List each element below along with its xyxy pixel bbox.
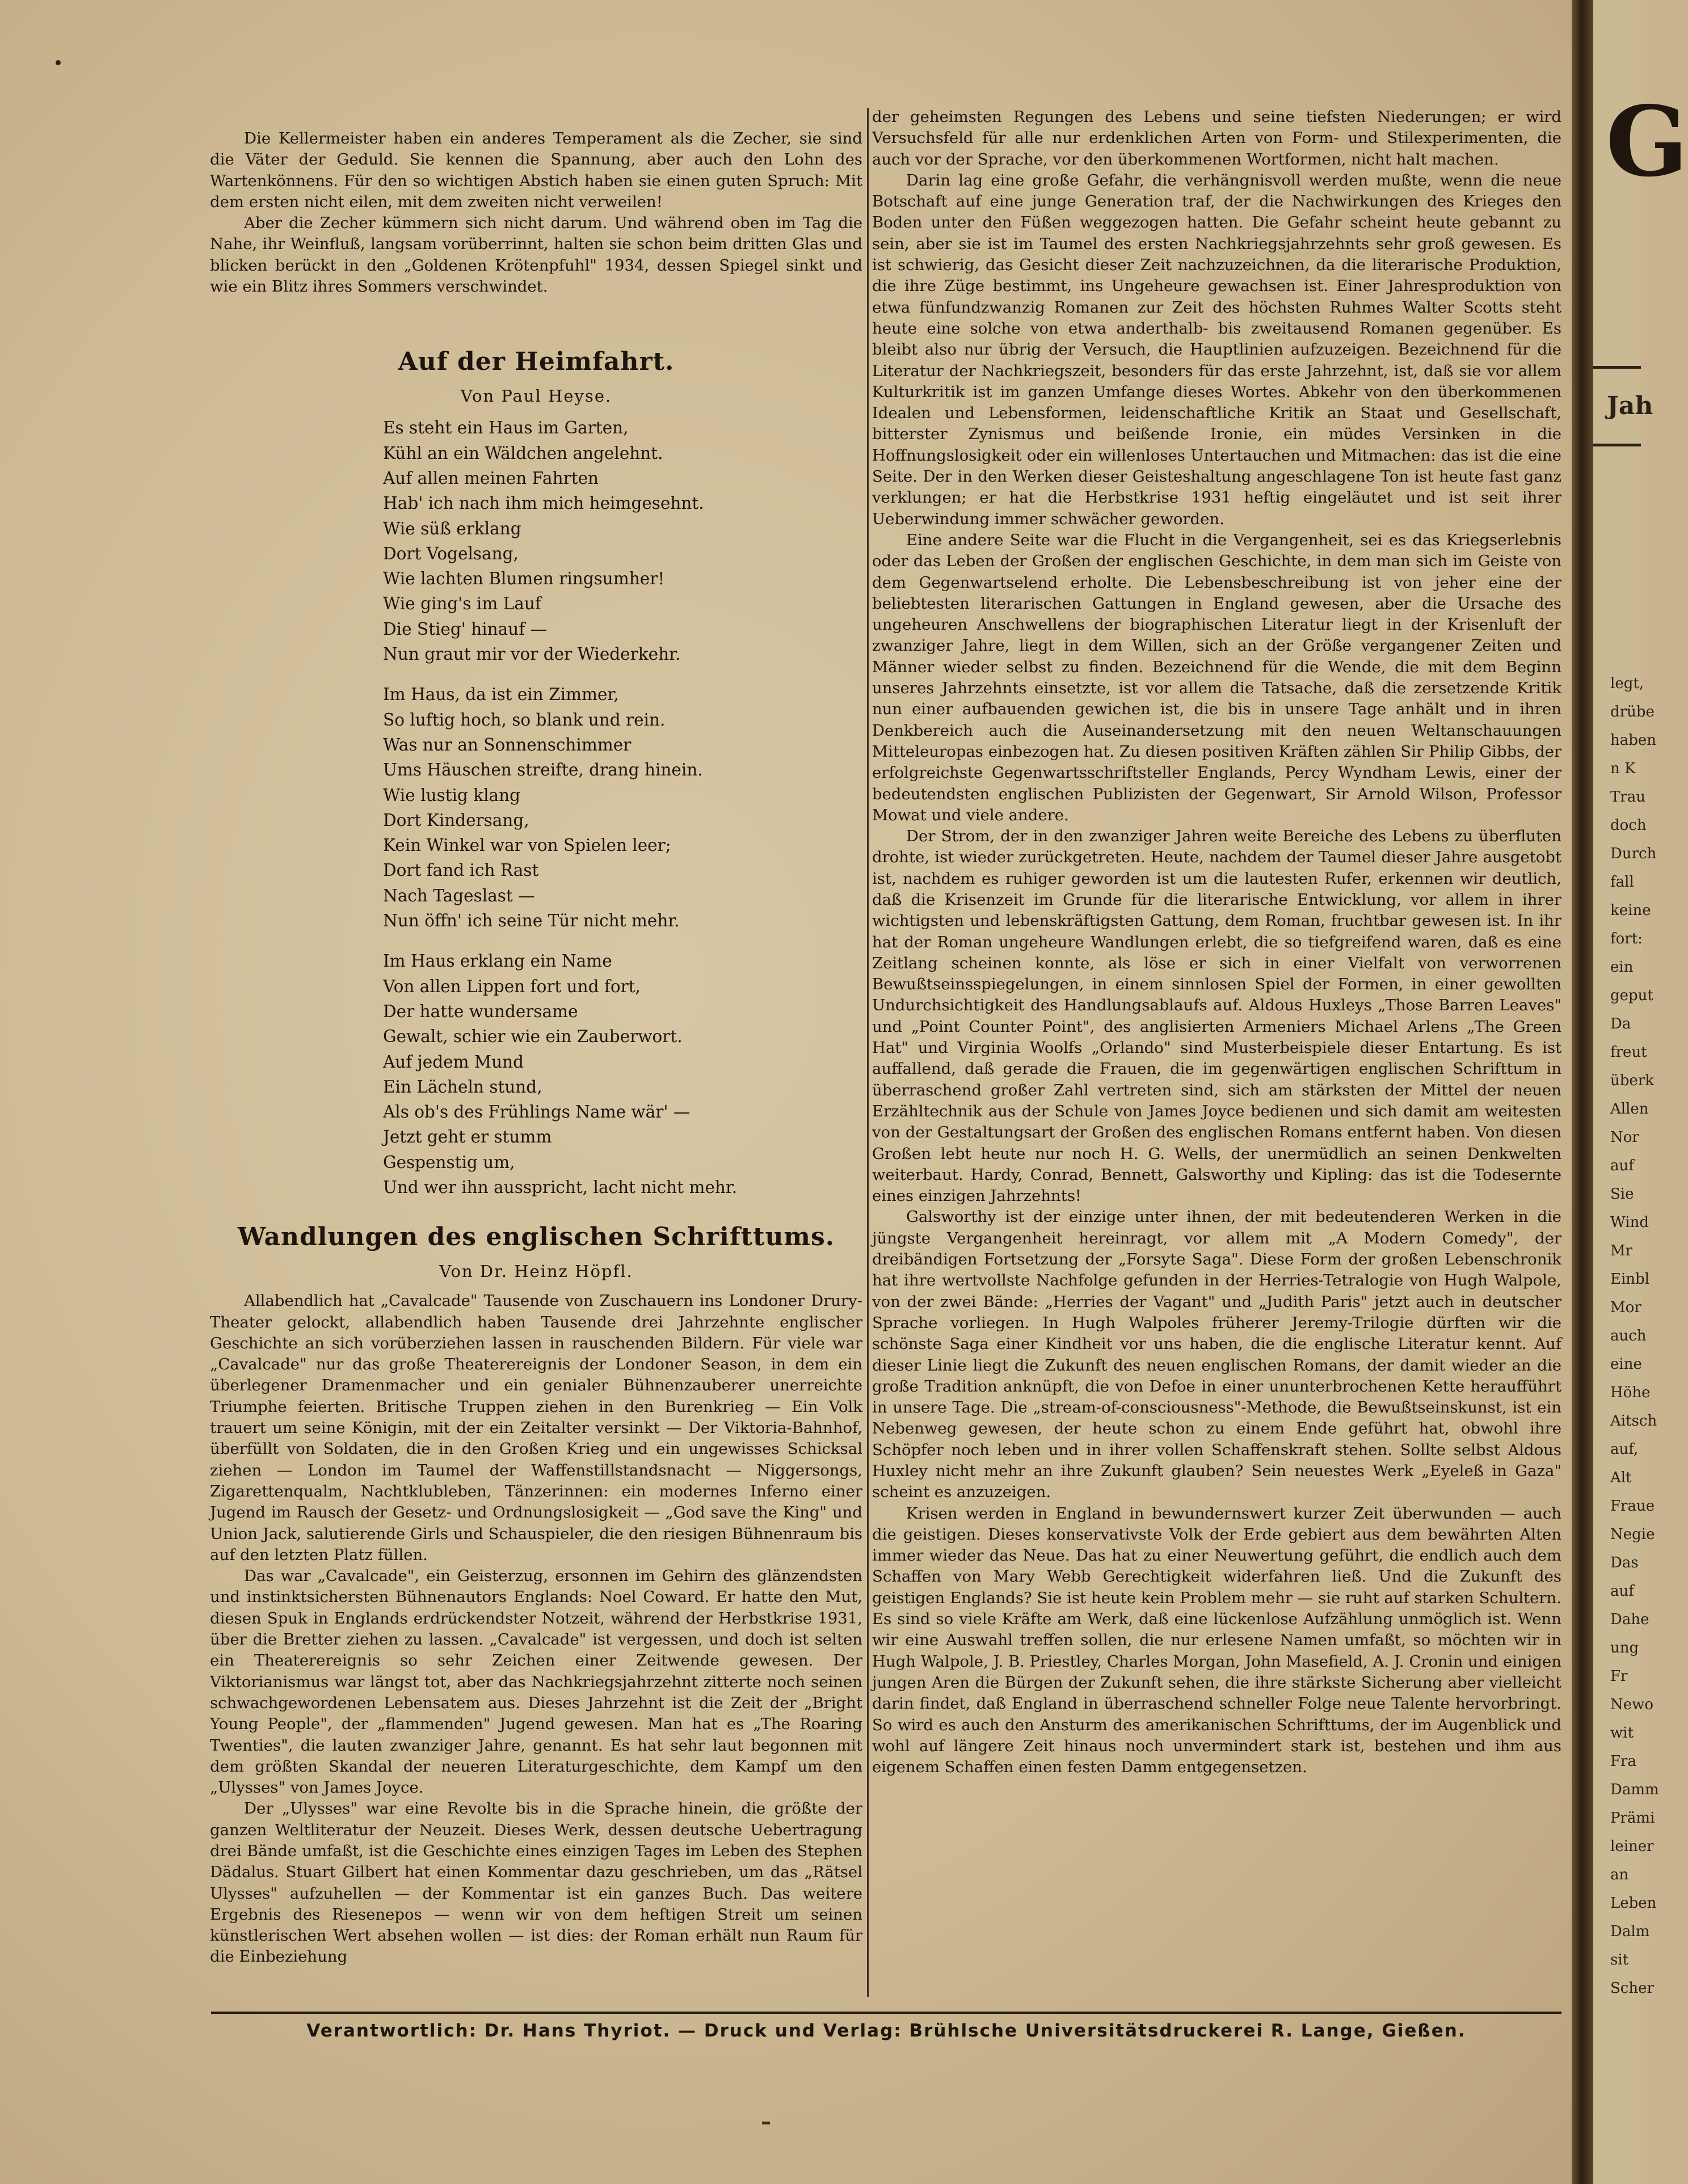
right-column [872,107,1561,1778]
poem-line: Wie lustig klang [383,785,520,805]
adjacent-text-fragment: auf [1610,1157,1634,1174]
adjacent-text-fragment: fall [1610,874,1634,891]
poem-line: Wie ging's im Lauf [383,594,541,614]
adjacent-rule [1593,444,1641,446]
poem-line: Auf allen meinen Fahrten [383,468,599,488]
adjacent-text-fragment: wit [1610,1725,1634,1742]
poem-line: Es steht ein Haus im Garten, [383,418,629,438]
adjacent-text-fragment: Trau [1610,789,1646,806]
adjacent-text-fragment: haben [1610,732,1657,749]
article-paragraph: Krisen werden in England in bewundernswert kurzer Zeit überwunden — auch die geistigen. Dieses konservativste Volk der Erde gebiert aus dem bewährten Alten immer wieder das Neue. Das hat zu einer Neuwertung geführt, die endlich auch dem Schaffen von Mary Webb Gerechtigkeit widerfahren ließ. Und die Zukunft des geistigen Englands? Sie ist heute kein Problem mehr — sie ruht auf starken Schultern. Es sind so viele Kräfte am Werk, daß eine lückenlose Aufzählung unmöglich ist. Wenn wir eine Auswahl treffen sollen, die nur erlesene Namen umfaßt, so möchten wir in Hugh Walpole, J. B. Priestley, Charles Morgan, John Masefield, A. J. Cronin und einigen jungen Aren die Bürgen der Zukunft sehen, die ihre stärkste Sicherung aber vielleicht darin findet, daß England in überraschend schneller Folge neue Talente hervorbringt. So wird es auch den Ansturm des amerikanischen Schrifttums, der im Augenblick und wohl auf längere Zeit hinaus noch unvermindert stark ist, bestehen und ihm aus eigenem Schaffen einen festen Damm entgegensetzen. [872,1504,1561,1777]
poem-line: Dort Kindersang, [383,810,529,830]
poem-title: Auf der Heimfahrt. [398,347,675,377]
adjacent-text-fragment: Leben [1610,1895,1657,1912]
poem-line: Von allen Lippen fort und fort, [383,976,641,996]
article-paragraph: Der Strom, der in den zwanziger Jahren weite Bereiche des Lebens zu überfluten drohte, ist wieder zurückgetreten. Heute, nachdem der Taumel dieser Jahre ausgetobt ist, nachdem es ruhiger geworden ist um die lautesten Rufer, erkennen wir deutlich, daß die Krisenzeit im Grunde für die literarische Entwicklung, vor allem in ihrer wichtigsten und lebenskräftigsten Gattung, dem Roman, fruchtbar gewesen ist. In ihr hat der Roman ungeheure Wandlungen erlebt, die so tiefgreifend waren, daß es eine Zeitlang scheinen konnte, als löse er sich in einer Vielfalt von verworrenen Bewußtseinsspiegelungen, in einem sinnlosen Spiel der Formen, in einer gewollten Undurchsichtigkeit des Handlungsablaufs auf. Aldous Huxleys „Those Barren Leaves" und „Point Counter Point", des anglisierten Armeniers Michael Arlens „The Green Hat" und Virginia Woolfs „Orlando" sind Musterbeispiele dieser Entartung. Es ist auffallend, daß gerade die Frauen, die im gegenwärtigen englischen Schrifttum in überraschend großer Zahl vertreten sind, sich am stärksten der Mittel der neuen Erzähltechnik aus der Schule von James Joyce bedienen und sich damit am weitesten von der Gestaltungsart der Großen des englischen Romans entfernt haben. Von diesen Großen lebt heute nur noch H. G. Wells, der unermüdlich an seinen Denkwelten weiterbaut. Hardy, Conrad, Bennett, Galsworthy und Kipling: das ist die Todesernte eines einzigen Jahrzehnts! [872,827,1561,1205]
adjacent-text-fragment: ein [1610,959,1634,976]
poem-line: Nun graut mir vor der Wiederkehr. [383,644,681,664]
poem-line: Als ob's des Frühlings Name wär' — [383,1102,691,1122]
poem-line: Auf jedem Mund [383,1052,524,1072]
poem-line: Kein Winkel war von Spielen leer; [383,836,671,855]
adjacent-text-fragment: Mr [1610,1242,1633,1259]
poem-line: Nun öffn' ich seine Tür nicht mehr. [383,911,680,931]
article-title: Wandlungen des englischen Schrifttums. [237,1222,835,1252]
adjacent-text-fragment: fort: [1610,930,1643,947]
poem-stanza [383,415,862,667]
poem-line: Nach Tageslast — [383,886,535,905]
poem-line: Die Stieg' hinauf — [383,619,548,639]
adjacent-text-fragment: Wind [1610,1214,1649,1231]
poem-line: Wie süß erklang [383,518,521,538]
adjacent-text-fragment: Da [1610,1015,1631,1032]
adjacent-text-fragment: auch [1610,1327,1647,1344]
adjacent-text-fragment: Alt [1610,1469,1632,1486]
poem-author: Von Paul Heyse. [460,386,612,406]
adjacent-text-fragment: Jah [1607,391,1653,420]
poem-line: Im Haus, da ist ein Zimmer, [383,685,619,705]
poem [383,415,862,1200]
adjacent-text-fragment: Prämi [1610,1810,1655,1827]
poem-line: Was nur an Sonnenschimmer [383,735,632,754]
poem-line: Wie lachten Blumen ringsumher! [383,569,665,589]
page-gutter [1572,0,1593,2184]
poem-line: Im Haus erklang ein Name [383,951,612,971]
poem-line: Gewalt, schier wie ein Zauberwort. [383,1027,683,1047]
left-column [210,128,862,1968]
poem-line: So luftig hoch, so blank und rein. [383,710,666,730]
adjacent-text-fragment: ung [1610,1639,1639,1656]
column-divider [867,108,869,1997]
adjacent-text-fragment: sit [1610,1951,1629,1968]
adjacent-text-fragment: eine [1610,1356,1642,1373]
adjacent-text-fragment: legt, [1610,675,1644,692]
adjacent-text-fragment: überk [1610,1072,1654,1089]
adjacent-text-fragment: Scher [1610,1980,1654,1997]
adjacent-text-fragment: auf [1610,1583,1634,1600]
intro-paragraph: Die Kellermeister haben ein anderes Temperament als die Zecher, sie sind die Väter der Geduld. Sie kennen die Spannung, aber auch den Lohn des Wartenkönnens. Für den so wichtigen Abstich haben sie einen guten Spruch: Mit dem ersten nicht eilen, mit dem zweiten nicht verweilen! [210,129,862,211]
adjacent-text-fragment: Nor [1610,1129,1639,1146]
poem-line: Dort fand ich Rast [383,861,539,880]
adjacent-text-fragment: auf, [1610,1441,1639,1458]
poem-stanza [383,948,862,1200]
intro-paragraph: Aber die Zecher kümmern sich nicht darum. Und während oben im Tag die Nahe, ihr Weinfluß, langsam vorüberrinnt, halten sie schon beim dritten Glas und blicken berückt in den „Goldenen Krötenpfuhl" 1934, dessen Spiegel sinkt und wie ein Blitz ihres Sommers verschwindet. [210,214,862,296]
adjacent-text-fragment: Allen [1610,1101,1649,1118]
adjacent-text-fragment: n K [1610,760,1636,777]
poem-line: Und wer ihn ausspricht, lacht nicht mehr. [383,1177,738,1197]
footer-divider [211,2012,1561,2014]
article-paragraph: der geheimsten Regungen des Lebens und seine tiefsten Niederungen; er wird Versuchsfeld für alle nur erdenklichen Arten von Form- und Stilexperimenten, die auch vor der Sprache, vor den überkommenen Wortformen, nicht halt machen. [872,108,1561,168]
adjacent-text-fragment: drübe [1610,703,1655,720]
imprint-line: Verantwortlich: Dr. Hans Thyriot. — Druck und Verlag: Brühlsche Universitätsdruckerei R. Lange, Gießen. [306,2021,1466,2041]
adjacent-text-fragment: Fraue [1610,1498,1655,1515]
adjacent-text-fragment: Einbl [1610,1271,1649,1288]
adjacent-text-fragment: Negie [1610,1526,1655,1543]
adjacent-text-fragment: geput [1610,987,1653,1004]
adjacent-masthead-letter: G [1606,85,1688,199]
adjacent-text-fragment: Dalm [1610,1923,1650,1940]
article-paragraph: Der „Ulysses" war eine Revolte bis in die Sprache hinein, die größte der ganzen Weltliteratur der Neuzeit. Dieses Werk, dessen deutsche Uebertragung drei Bände umfaßt, ist die Geschichte eines einzigen Tages im Leben des Stephen Dädalus. Stuart Gilbert hat einen Kommentar dazu geschrieben, um das „Rätsel Ulysses" aufzuhellen — der Kommentar ist ein ganzes Buch. Das weitere Ergebnis des Riesenepos — wenn wir von dem heftigen Streit um seinen künstlerischen Wert absehen wollen — ist dies: der Roman erhält nun Raum für die Einbeziehung [210,1799,862,1966]
adjacent-text-fragment: Damm [1610,1781,1659,1798]
poem-line: Dort Vogelsang, [383,543,519,563]
adjacent-text-fragment: Durch [1610,845,1657,862]
adjacent-text-fragment: keine [1610,902,1651,919]
adjacent-text-fragment: Newo [1610,1696,1654,1713]
adjacent-text-fragment: Sie [1610,1186,1634,1203]
poem-line: Der hatte wundersame [383,1001,578,1021]
article-author: Von Dr. Heinz Höpfl. [439,1262,633,1281]
poem-line: Ums Häuschen streifte, drang hinein. [383,760,703,780]
poem-stanza [383,682,862,933]
adjacent-text-fragment: Fr [1610,1668,1628,1685]
printer-dot [56,60,61,65]
article-paragraph: Eine andere Seite war die Flucht in die Vergangenheit, sei es das Kriegserlebnis oder das Leben der Großen der englischen Geschichte, in dem man sich im Geiste von dem Gegenwartselend erholte. Die Lebensbeschreibung ist von jeher eine der beliebtesten literarischen Gattungen in England gewesen, aber die Ursache des ungeheuren Anschwellens der biographischen Literatur liegt in der Krisenluft der zwanziger Jahre, liegt in dem Willen, sich an der Größe vergangener Zeiten und Männer wieder selbst zu finden. Bezeichnend für die Wende, die mit dem Beginn unseres Jahrzehnts einsetzte, ist vor allem die Tatsache, daß die zersetzende Kritik nun einer aufbauenden gewichen ist, die bis in unsere Tage anhält und in ihren Denkbereich auch die Auseinandersetzung mit den neuen Weltanschauungen Mitteleuropas einbezogen hat. Zu diesen positiven Kräften zählen Sir Philip Gibbs, der erfolgreichste Gegenwartsschriftsteller Englands, Percy Wyndham Lewis, einer der bedeutendsten englischen Publizisten der Gegenwart, Sir Arnold Wilson, Professor Mowat und viele andere. [872,530,1561,824]
adjacent-text-fragment: doch [1610,817,1647,834]
adjacent-text-fragment: Fra [1610,1753,1636,1770]
article-paragraph: Allabendlich hat „Cavalcade" Tausende von Zuschauern ins Londoner Drury-Theater gelockt, allabendlich haben Tausende drei Jahrzehnte englischer Geschichte an sich vorüberziehen lassen in rauschenden Bildern. Für viele war „Cavalcade" nur das große Theaterereignis der Londoner Season, in dem ein überlegener Dramenmacher und ein genialer Bühnenzauberer unerreichte Triumphe feierten. Britische Truppen ziehen in den Burenkrieg — Ein Volk trauert um seine Königin, mit der ein Zeitalter versinkt — Der Viktoria-Bahnhof, überfüllt von Soldaten, die in den Großen Krieg und ein ungewisses Schicksal ziehen — London im Taumel der Waffenstillstandsnacht — Niggersongs, Zigarettenqualm, Nachtklubleben, Tänzerinnen: ein modernes Inferno einer Jugend im Rausch der Gesetz- und Ordnungslosigkeit — „God save the King" und Union Jack, salutierende Girls und Schauspieler, die den riesigen Bühnenraum bis auf den letzten Platz füllen. [210,1292,862,1564]
adjacent-text-fragment: Mor [1610,1299,1641,1316]
adjacent-text-fragment: Dahe [1610,1611,1649,1628]
printer-mark [762,2122,770,2124]
article-paragraph: Das war „Cavalcade", ein Geisterzug, ersonnen im Gehirn des glänzendsten und instinktsichersten Bühnenautors Englands: Noel Coward. Er hatte den Mut, diesen Spuk in Englands erdrückendster Notzeit, während der Herbstkrise 1931, über die Bretter ziehen zu lassen. „Cavalcade" ist vergessen, und doch ist selten ein Theaterereignis so sehr Zeichen einer Zeitwende gewesen. Der Viktorianismus war längst tot, aber das Nachkriegsjahrzehnt zitterte noch seinen schwachgewordenen Lebensatem aus. Dieses Jahrzehnt ist die Zeit der „Bright Young People", der „flammenden" Jugend gewesen. Man hat es „The Roaring Twenties", die lauten zwanziger Jahre, genannt. Es hat sehr laut begonnen mit dem größten Skandal der neueren Literaturgeschichte, dem Kampf um den „Ulysses" von James Joyce. [210,1567,862,1797]
poem-line: Gespenstig um, [383,1152,515,1172]
adjacent-text-fragment: Höhe [1610,1384,1651,1401]
adjacent-page-edge [1593,0,1688,2184]
article-paragraph: Darin lag eine große Gefahr, die verhängnisvoll werden mußte, wenn die neue Botschaft auf eine junge Generation traf, der die Nachwirkungen des Krieges den Boden unter den Füßen weggezogen hatten. Die Gefahr scheint heute gebannt zu sein, aber sie ist im Taumel des ersten Nachkriegsjahrzehnts sehr groß gewesen. Es ist schwierig, das Gesicht dieser Zeit nachzuzeichnen, da die literarische Produktion, die ihre Züge bestimmt, ins Ungeheure gewachsen ist. Einer Jahresproduktion von etwa fünfundzwanzig Romanen zur Zeit des höchsten Ruhmes Walter Scotts steht heute eine solche von etwa anderthalb- bis zweitausend Romanen gegenüber. Es bleibt also nur übrig der Versuch, die Hauptlinien aufzuzeigen. Bezeichnend für die Literatur der Nachkriegszeit, besonders für das erste Jahrzehnt, ist, daß sie vor allem Kulturkritik ist im ganzen Umfange dieses Wortes. Abkehr von den überkommenen Idealen und Lebensformen, leidenschaftliche Kritik an Staat und Gesellschaft, bitterster Zynismus und beißende Ironie, ein müdes Versinken in die Hoffnungslosigkeit oder ein willenloses Untertauchen und Mitmachen: das ist die eine Seite. Der in den Werken dieser Geisteshaltung angeschlagene Ton ist heute fast ganz verklungen; er hat die Herbstkrise 1931 heftig eingeläutet und ist seit ihrer Ueberwindung immer schwächer geworden. [872,171,1561,528]
adjacent-text-fragment: freut [1610,1044,1647,1061]
poem-line: Hab' ich nach ihm mich heimgesehnt. [383,494,704,513]
adjacent-text-fragment: Das [1610,1554,1639,1571]
poem-line: Kühl an ein Wäldchen angelehnt. [383,443,663,463]
adjacent-text-fragment: leiner [1610,1838,1654,1855]
adjacent-text-fragment: Aitsch [1610,1413,1657,1430]
adjacent-text-fragment: an [1610,1866,1629,1883]
adjacent-rule [1593,366,1641,369]
poem-line: Jetzt geht er stumm [383,1127,552,1147]
poem-line: Ein Lächeln stund, [383,1077,542,1097]
article-paragraph: Galsworthy ist der einzige unter ihnen, der mit bedeutenderen Werken in die jüngste Vergangenheit hereinragt, vor allem mit „A Modern Comedy", der dreibändigen Fortsetzung der „Forsyte Saga". Diese Form der großen Lebenschronik hat ihre wertvollste Nachfolge gefunden in der Herries-Tetralogie von Hugh Walpole, von der zwei Bände: „Herries der Vagant" und „Judith Paris" jetzt auch in deutscher Sprache vorliegen. In Hugh Walpoles früherer Jeremy-Trilogie dürften wir die schönste Saga einer Kindheit vor uns haben, die die englische Literatur kennt. Auf dieser Linie liegt die Zukunft des neuen englischen Romans, der damit wieder an die große Tradition anknüpft, die von Defoe in einer ununterbrochenen Kette heraufführt in unsere Tage. Die „stream-of-consciousness"-Methode, die Bewußtseinskunst, ist ein Nebenweg gewesen, der heute schon zu einem Ende geführt hat, obwohl ihre Schöpfer noch leben und in ihrer vollen Schaffenskraft stehen. Sollte selbst Aldous Huxley nicht mehr an ihre Zukunft glauben? Sein neuestes Werk „Eyeleß in Gaza" scheint es anzuzeigen. [872,1208,1561,1502]
